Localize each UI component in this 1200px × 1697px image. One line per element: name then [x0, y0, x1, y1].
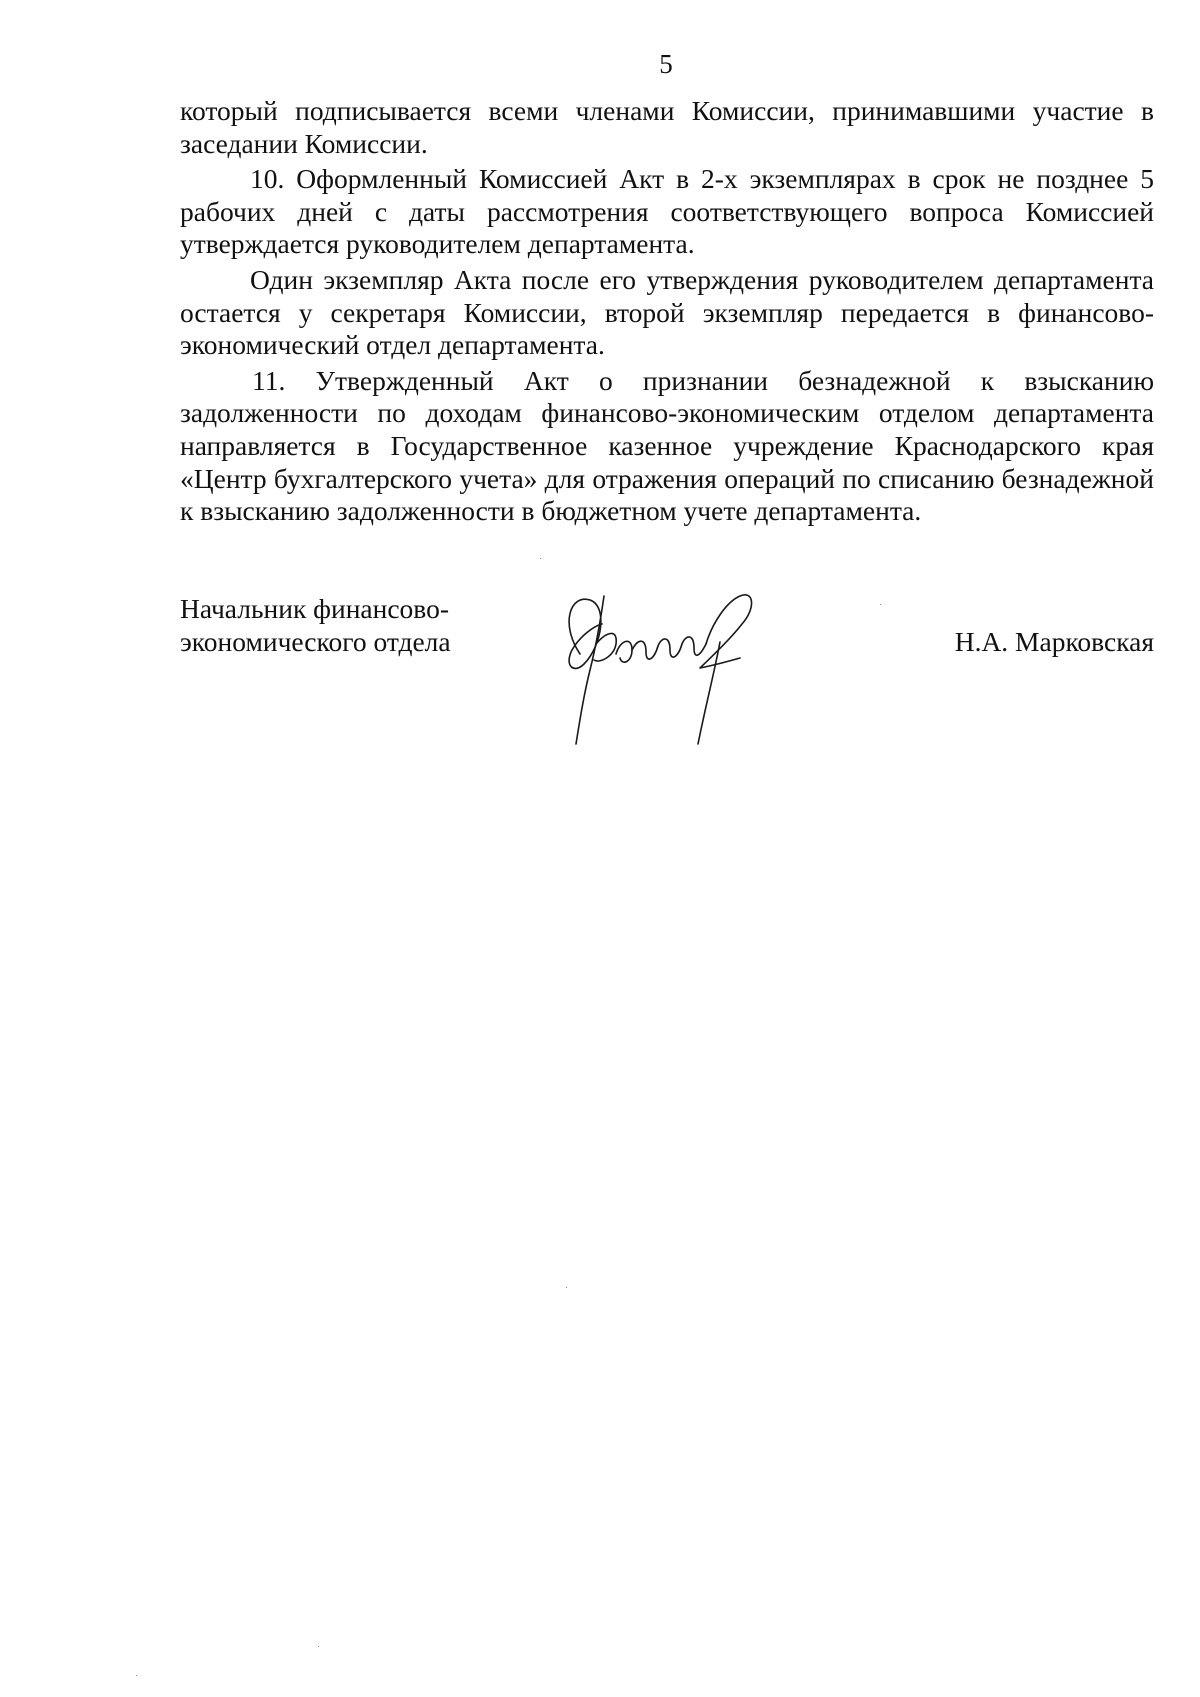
paragraph-3: Один экземпляр Акта после его утверждения руководителем департамента остается у секретаря Комиссии, второй экземпляр передается в финансово-экономический отдел департамента.: [180, 263, 1154, 361]
scan-speck: [880, 604, 881, 605]
document-body: [180, 95, 1154, 531]
signer-title-line-1: Начальник финансово-: [180, 593, 450, 624]
paragraph-1: который подписывается всеми членами Комиссии, принимавшими участие в заседании Комиссии.: [180, 95, 1154, 159]
scan-speck: [566, 1287, 567, 1288]
paragraph-4: 11. Утвержденный Акт о признании безнадежной к взысканию задолженности по доходам финансово-экономическим отделом департамента направляется в Государственное казенное учреждение Краснодарского края «Центр бухгалтерского учета» для отражения операций по списанию безнадежной к взысканию задолженности в бюджетном учете департамента.: [180, 364, 1154, 527]
signer-title: [180, 592, 451, 658]
signer-title-line-2: экономического отдела: [180, 626, 451, 657]
scan-speck: [136, 1675, 137, 1676]
scan-speck: [540, 558, 541, 559]
signature-block: [180, 592, 1154, 752]
signer-name: Н.А. Марковская: [954, 626, 1154, 657]
page-number: 5: [659, 49, 673, 79]
handwritten-signature: [550, 584, 800, 749]
paragraph-2: 10. Оформленный Комиссией Акт в 2-х экземплярах в срок не позднее 5 рабочих дней с даты рассмотрения соответствующего вопроса Комиссией утверждается руководителем департамента.: [180, 163, 1154, 260]
scan-speck: [318, 1646, 319, 1647]
